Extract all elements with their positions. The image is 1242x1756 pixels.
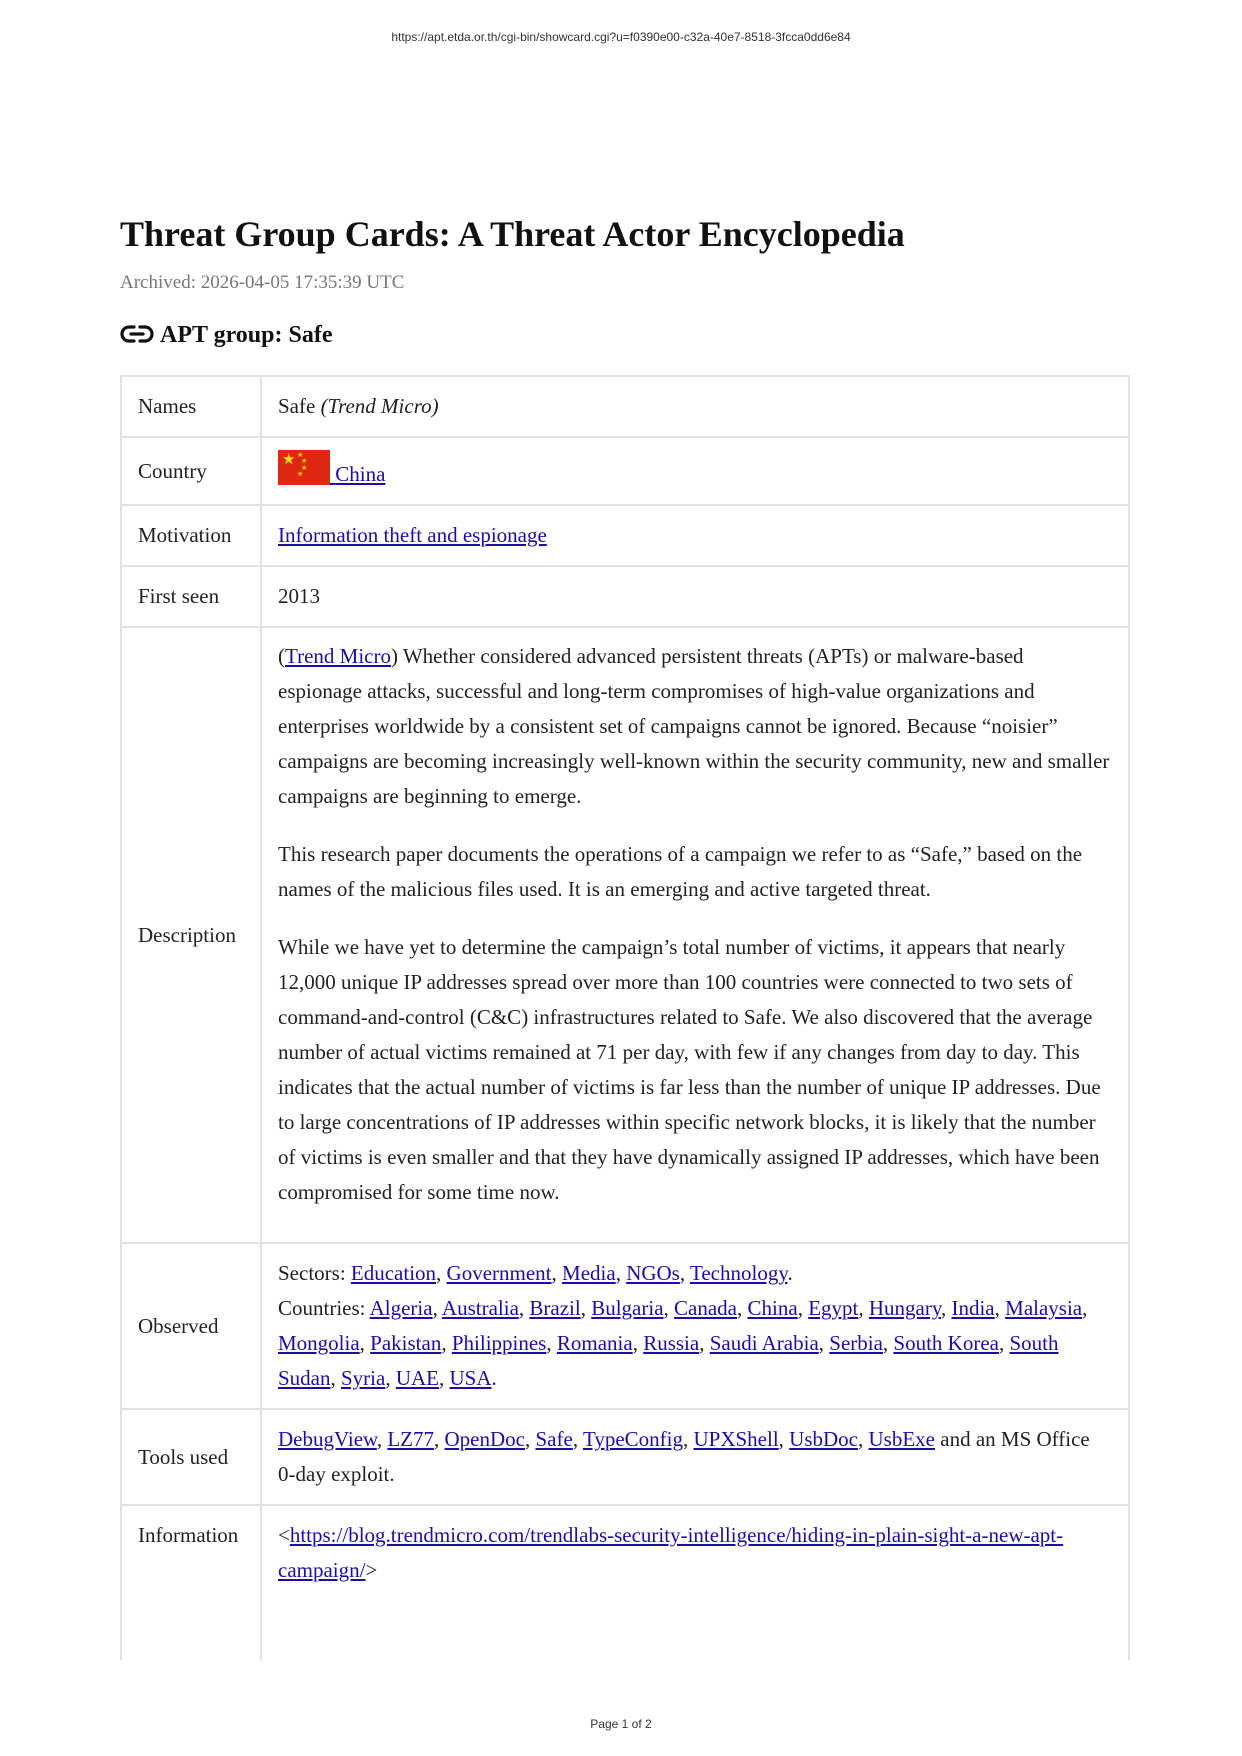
- country-link[interactable]: USA: [449, 1366, 492, 1390]
- country-link[interactable]: [278, 451, 386, 486]
- country-link[interactable]: Russia: [643, 1331, 700, 1355]
- table-row-first-seen: [121, 566, 1129, 627]
- tool-link[interactable]: UsbDoc: [789, 1427, 858, 1451]
- table-row-motivation: [121, 505, 1129, 566]
- description-label: Description: [121, 627, 261, 1243]
- information-cell: <https://blog.trendmicro.com/trendlabs-security-intelligence/hiding-in-plain-sight-a-new-apt-campaign/>: [261, 1505, 1129, 1660]
- country-link[interactable]: South Sudan: [278, 1331, 1059, 1390]
- description-paragraph: (Trend Micro) Whether considered advanced persistent threats (APTs) or malware-based espionage attacks, successful and long-term compromises of high-value organizations and enterprises worldwide by a consistent set of campaigns cannot be ignored. Because “noisier” campaigns are becoming increasingly well-known within the security community, new and smaller campaigns are beginning to emerge.: [278, 644, 1110, 808]
- country-label: Country: [121, 437, 261, 505]
- sectors-label: Sectors:: [278, 1261, 346, 1285]
- motivation-cell: [261, 505, 1129, 566]
- sector-link[interactable]: Technology: [689, 1261, 788, 1285]
- names-value: Safe: [278, 394, 316, 418]
- tool-link[interactable]: LZ77: [387, 1427, 435, 1451]
- tool-link[interactable]: UsbExe: [868, 1427, 935, 1451]
- table-row-description: [121, 627, 1129, 1243]
- country-link[interactable]: Australia: [441, 1296, 519, 1320]
- table-row-information: [121, 1505, 1129, 1660]
- sector-link[interactable]: NGOs: [626, 1261, 680, 1285]
- description-cell: [261, 627, 1129, 1243]
- table-row-country: [121, 437, 1129, 505]
- observed-countries: Countries: Algeria, Australia, Brazil, Bulgaria, Canada, China, Egypt, Hungary, India, Malaysia, Mongolia, Pakistan, Philippines, Romania, Russia, Saudi Arabia, Serbia, South Korea, South Sudan, Syria, UAE, USA.: [278, 1296, 1088, 1390]
- country-link[interactable]: Bulgaria: [591, 1296, 664, 1320]
- threat-card-table: [120, 375, 1130, 1660]
- page-number: Page 1 of 2: [590, 1717, 652, 1731]
- table-row-observed: [121, 1243, 1129, 1409]
- tool-link[interactable]: DebugView: [278, 1427, 377, 1451]
- first-seen-value: 2013: [261, 566, 1129, 627]
- country-link[interactable]: Romania: [556, 1331, 633, 1355]
- country-link[interactable]: UAE: [395, 1366, 439, 1390]
- motivation-link[interactable]: Information theft and espionage: [278, 523, 547, 547]
- tools-list: DebugView, LZ77, OpenDoc, Safe, TypeConfig, UPXShell, UsbDoc, UsbExe: [278, 1427, 935, 1451]
- page-url: https://apt.etda.or.th/cgi-bin/showcard.cgi?u=f0390e00-c32a-40e7-8518-3fcca0dd6e84: [391, 30, 851, 44]
- information-label: Information: [121, 1505, 261, 1660]
- first-seen-label: First seen: [121, 566, 261, 627]
- country-link[interactable]: Algeria: [369, 1296, 433, 1320]
- tool-link[interactable]: Safe: [535, 1427, 573, 1451]
- countries-label: Countries:: [278, 1296, 366, 1320]
- motivation-label: Motivation: [121, 505, 261, 566]
- country-link[interactable]: Serbia: [829, 1331, 883, 1355]
- description-paragraph: While we have yet to determine the campaign’s total number of victims, it appears that nearly 12,000 unique IP addresses spread over more than 100 countries were connected to two sets of command-and-control (C&C) infrastructures related to Safe. We also discovered that the average number of actual victims remained at 71 per day, with few if any changes from day to day. This indicates that the actual number of victims is far less than the number of unique IP addresses. Due to large concentrations of IP addresses within specific network blocks, it is likely that the number of victims is even smaller and that they have dynamically assigned IP addresses, which have been compromised for some time now.: [278, 935, 1101, 1204]
- tools-suffix: and an MS Office 0-day exploit.: [278, 1427, 1090, 1486]
- names-source: (Trend Micro): [320, 394, 439, 418]
- country-link[interactable]: Brazil: [529, 1296, 581, 1320]
- sector-link[interactable]: Education: [350, 1261, 437, 1285]
- country-link[interactable]: China: [747, 1296, 798, 1320]
- tools-label: Tools used: [121, 1409, 261, 1505]
- main-content: [120, 210, 1130, 1660]
- group-title: APT group: Safe: [160, 322, 333, 348]
- table-row-tools: [121, 1409, 1129, 1505]
- sectors-list: Education, Government, Media, NGOs, Technology: [350, 1261, 788, 1285]
- tool-link[interactable]: OpenDoc: [444, 1427, 525, 1451]
- names-cell: [261, 376, 1129, 437]
- observed-cell: [261, 1243, 1129, 1409]
- page-title: Threat Group Cards: A Threat Actor Encyclopedia: [120, 214, 905, 254]
- country-link[interactable]: India: [951, 1296, 995, 1320]
- country-link[interactable]: Hungary: [868, 1296, 941, 1320]
- sector-link[interactable]: Government: [446, 1261, 552, 1285]
- archived-timestamp: Archived: 2026-04-05 17:35:39 UTC: [120, 272, 405, 293]
- sector-link[interactable]: Media: [562, 1261, 616, 1285]
- country-link[interactable]: Syria: [341, 1366, 386, 1390]
- group-heading: [120, 322, 1130, 349]
- country-link[interactable]: Mongolia: [278, 1331, 360, 1355]
- observed-sectors: Sectors: Education, Government, Media, NGOs, Technology.: [278, 1261, 793, 1285]
- observed-label: Observed: [121, 1243, 261, 1409]
- country-link[interactable]: Malaysia: [1005, 1296, 1083, 1320]
- table-row-names: [121, 376, 1129, 437]
- description-text-1: Whether considered advanced persistent threats (APTs) or malware-based espionage attacks, successful and long-term compromises of high-value organizations and enterprises worldwide by a consistent set of campaigns cannot be ignored. Because “noisier” campaigns are becoming increasingly well-known within the security community, new and smaller campaigns are beginning to emerge.: [278, 644, 1110, 808]
- country-link[interactable]: South Korea: [893, 1331, 999, 1355]
- tool-link[interactable]: UPXShell: [693, 1427, 779, 1451]
- country-link[interactable]: Pakistan: [370, 1331, 442, 1355]
- country-cell: [261, 437, 1129, 505]
- tools-cell: [261, 1409, 1129, 1505]
- names-label: Names: [121, 376, 261, 437]
- china-flag-icon: ★ ★ ★ ★ ★: [278, 450, 330, 485]
- link-icon[interactable]: [120, 323, 154, 345]
- country-link[interactable]: Saudi Arabia: [709, 1331, 819, 1355]
- trend-micro-link[interactable]: Trend Micro: [285, 644, 391, 668]
- country-link[interactable]: Canada: [674, 1296, 738, 1320]
- information-link[interactable]: https://blog.trendmicro.com/trendlabs-security-intelligence/hiding-in-plain-sight-a-new-apt-campaign/: [278, 1523, 1064, 1582]
- description-paragraph: This research paper documents the operations of a campaign we refer to as “Safe,” based on the names of the malicious files used. It is an emerging and active targeted threat.: [278, 842, 1083, 901]
- country-link[interactable]: Philippines: [451, 1331, 547, 1355]
- tool-link[interactable]: TypeConfig: [582, 1427, 683, 1451]
- country-value: China: [335, 462, 386, 486]
- countries-list: Algeria, Australia, Brazil, Bulgaria, Canada, China, Egypt, Hungary, India, Malaysia, Mongolia, Pakistan, Philippines, Romania, Russia, Saudi Arabia, Serbia, South Korea, South Sudan, Syria, UAE, USA: [278, 1296, 1088, 1390]
- country-link[interactable]: Egypt: [808, 1296, 859, 1320]
